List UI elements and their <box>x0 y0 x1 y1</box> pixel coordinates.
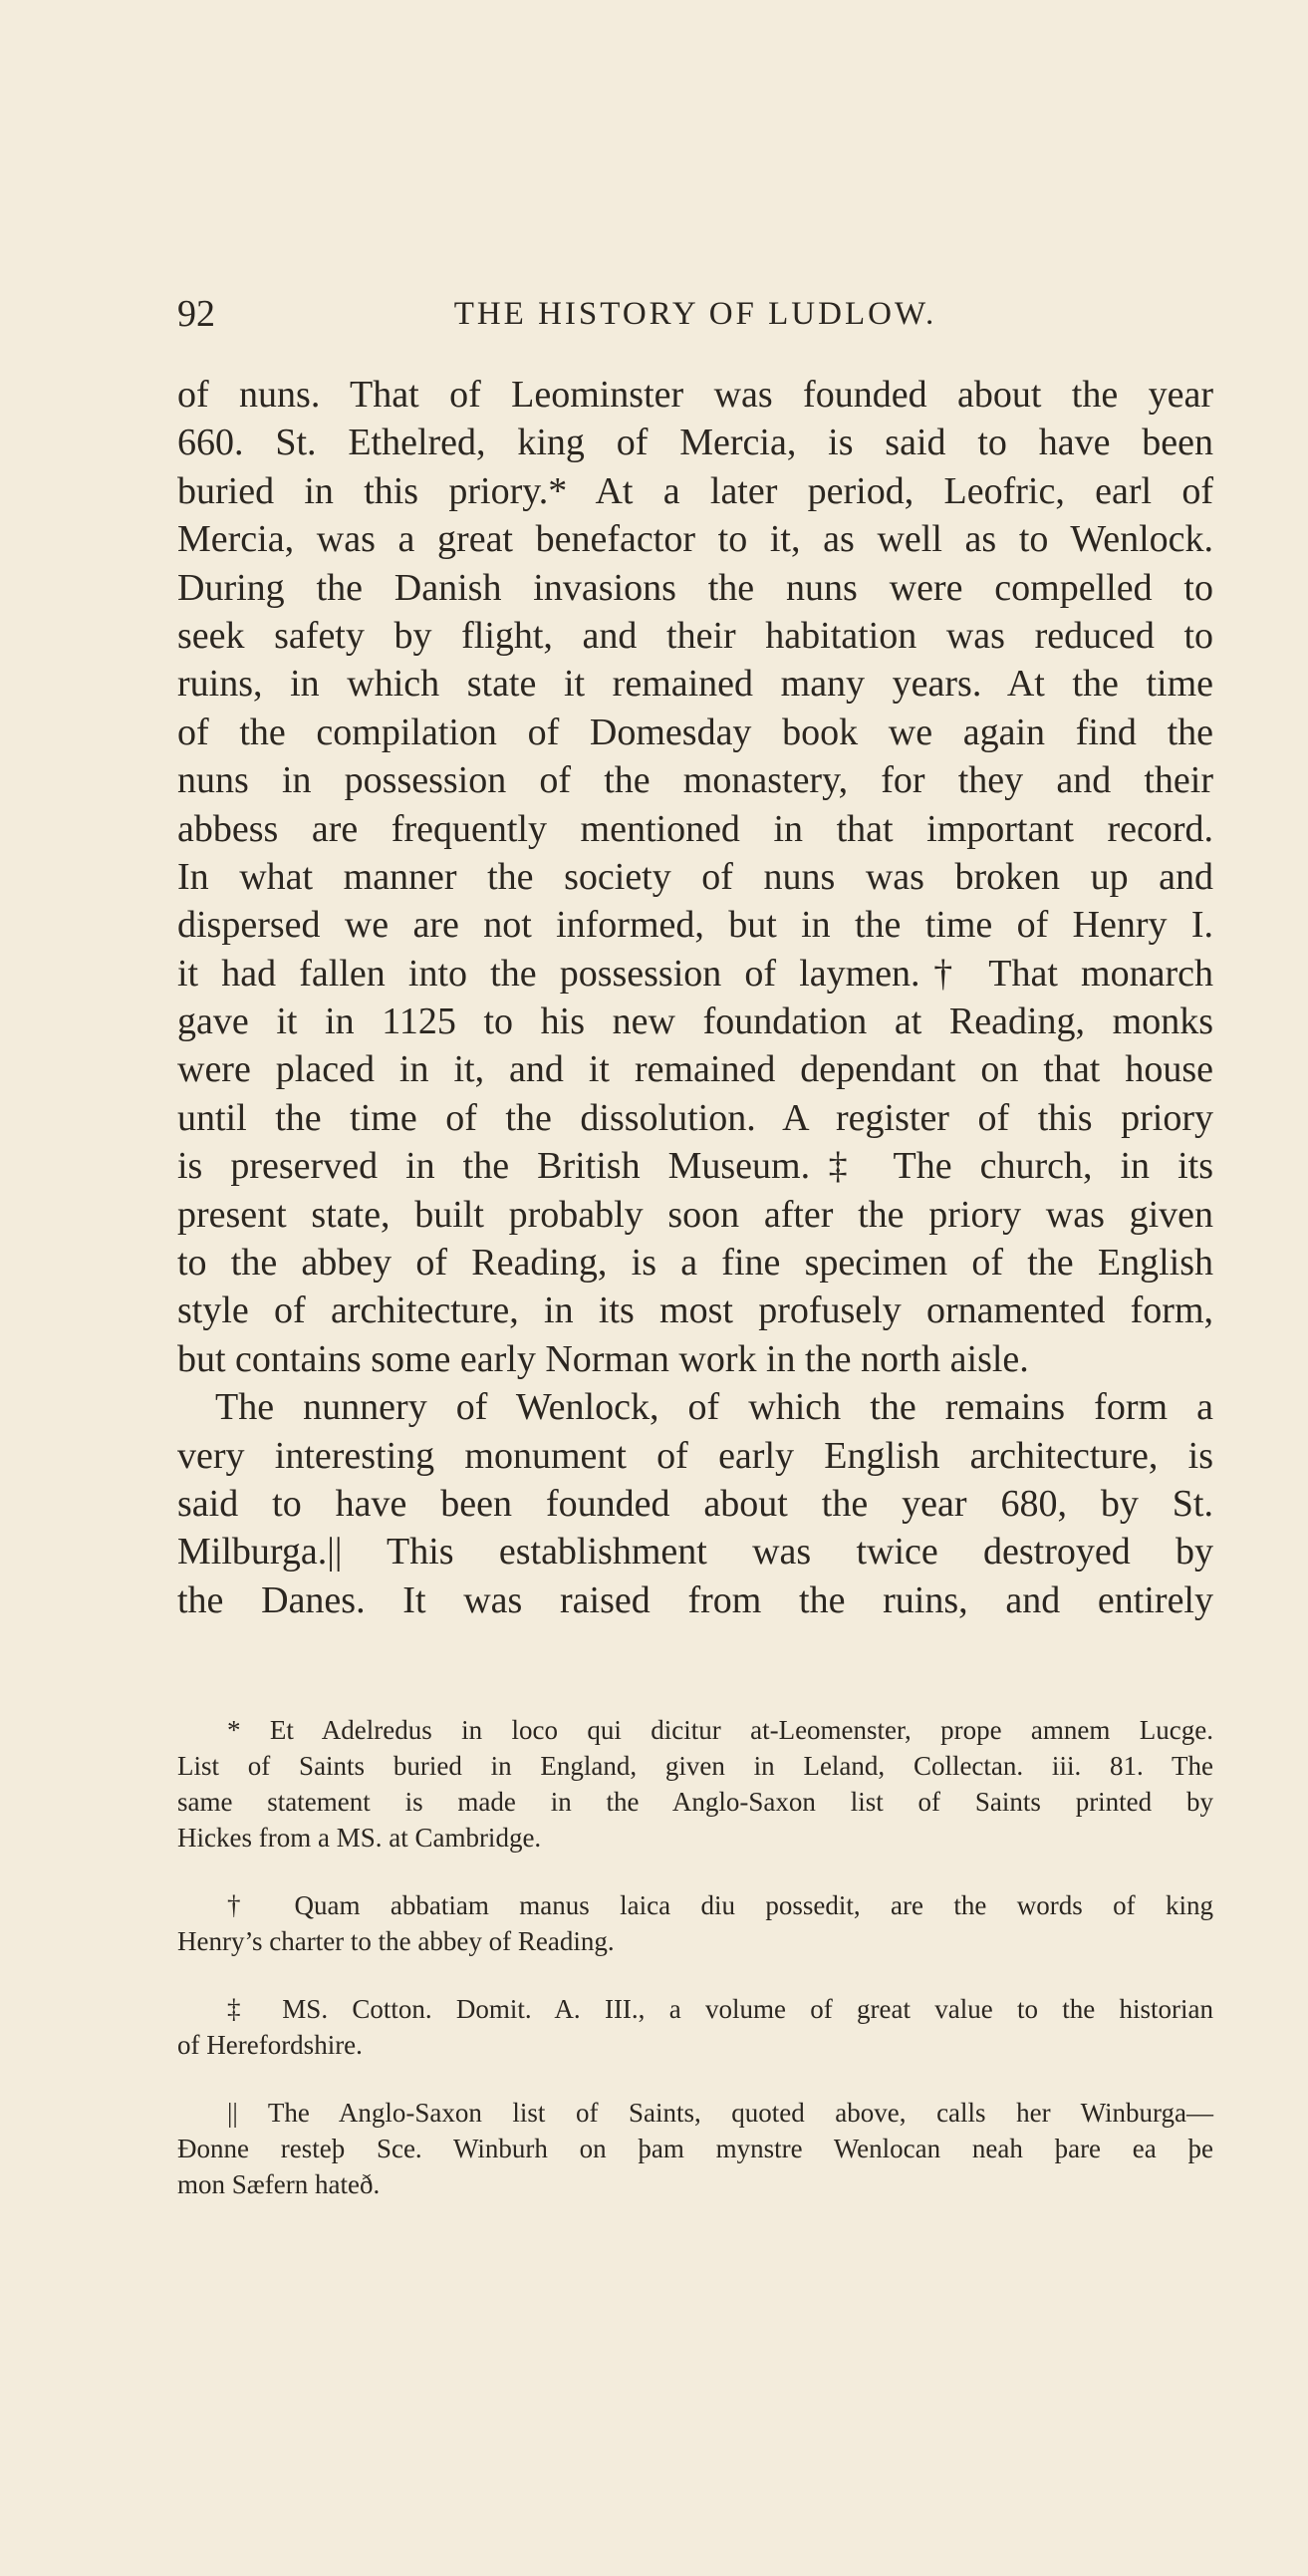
page-header <box>177 289 1213 339</box>
body-line: gave it in 1125 to his new foundation at Reading, monks <box>177 1001 1213 1043</box>
footnote-line: List of Saints buried in England, given in Leland, Collectan. iii. 81. The <box>177 1751 1213 1781</box>
body-line: abbess are frequently mentioned in that important record. <box>177 807 1213 850</box>
body-line: were placed in it, and it remained dependant on that house <box>177 1048 1213 1091</box>
body-line: to the abbey of Reading, is a fine specimen of the English <box>177 1242 1213 1285</box>
body-line: is preserved in the British Museum.‡ The church, in its <box>177 1145 1213 1188</box>
body-text <box>177 371 1213 1624</box>
body-line: The nunnery of Wenlock, of which the remains form a <box>215 1386 1213 1429</box>
body-line: style of architecture, in its most profusely ornamented form, <box>177 1289 1213 1332</box>
body-line: of nuns. That of Leominster was founded about the year <box>177 374 1213 416</box>
body-line: During the Danish invasions the nuns were compelled to <box>177 566 1213 609</box>
footnote <box>177 1887 1213 1959</box>
footnote-line: Henry’s charter to the abbey of Reading. <box>177 1926 615 1956</box>
body-line: Milburga.|| This establishment was twice destroyed by <box>177 1531 1213 1574</box>
body-line: nuns in possession of the monastery, for they and their <box>177 759 1213 802</box>
body-line: it had fallen into the possession of laymen.† That monarch <box>177 952 1213 995</box>
footnote-line: Ðonne resteþ Sce. Winburh on þam mynstre Wenlocan neah þare ea þe <box>177 2134 1213 2163</box>
footnote <box>177 1712 1213 1856</box>
footnote-line: ‡ MS. Cotton. Domit. A. III., a volume of great value to the historian <box>227 1994 1213 2024</box>
footnote-line: * Et Adelredus in loco qui dicitur at-Leomenster, prope amnem Lucge. <box>227 1715 1213 1745</box>
footnote <box>177 1991 1213 2063</box>
body-line: until the time of the dissolution. A register of this priory <box>177 1096 1213 1139</box>
footnote-line: || The Anglo-Saxon list of Saints, quoted above, calls her Winburga— <box>227 2098 1213 2128</box>
footnote-line: mon Sæfern hateð. <box>177 2169 381 2199</box>
body-line: Mercia, was a great benefactor to it, as well as to Wenlock. <box>177 518 1213 561</box>
body-line: In what manner the society of nuns was broken up and <box>177 855 1213 898</box>
body-line: buried in this priory.* At a later period, Leofric, earl of <box>177 469 1213 512</box>
body-line: 660. St. Ethelred, king of Mercia, is said to have been <box>177 422 1213 464</box>
body-line: of the compilation of Domesday book we again find the <box>177 711 1213 753</box>
footnote-line: of Herefordshire. <box>177 2030 363 2060</box>
body-line: dispersed we are not informed, but in the time of Henry I. <box>177 904 1213 947</box>
running-title: THE HISTORY OF LUDLOW. <box>453 296 937 332</box>
footnote-line: Hickes from a MS. at Cambridge. <box>177 1823 542 1853</box>
footnote-line: † Quam abbatiam manus laica diu possedit, are the words of king <box>227 1890 1213 1920</box>
body-line: the Danes. It was raised from the ruins, and entirely <box>177 1578 1213 1621</box>
footnote <box>177 2095 1213 2202</box>
footnote-line: same statement is made in the Anglo-Saxon list of Saints printed by <box>177 1787 1213 1817</box>
body-line: seek safety by flight, and their habitation was reduced to <box>177 614 1213 657</box>
body-line: ruins, in which state it remained many years. At the time <box>177 663 1213 706</box>
body-line: very interesting monument of early English architecture, is <box>177 1434 1213 1477</box>
body-line: present state, built probably soon after the priory was given <box>177 1193 1213 1236</box>
footnotes <box>177 1712 1213 2234</box>
page-number: 92 <box>177 293 215 335</box>
body-line: but contains some early Norman work in the north aisle. <box>177 1337 1029 1380</box>
body-line: said to have been founded about the year 680, by St. <box>177 1482 1213 1525</box>
